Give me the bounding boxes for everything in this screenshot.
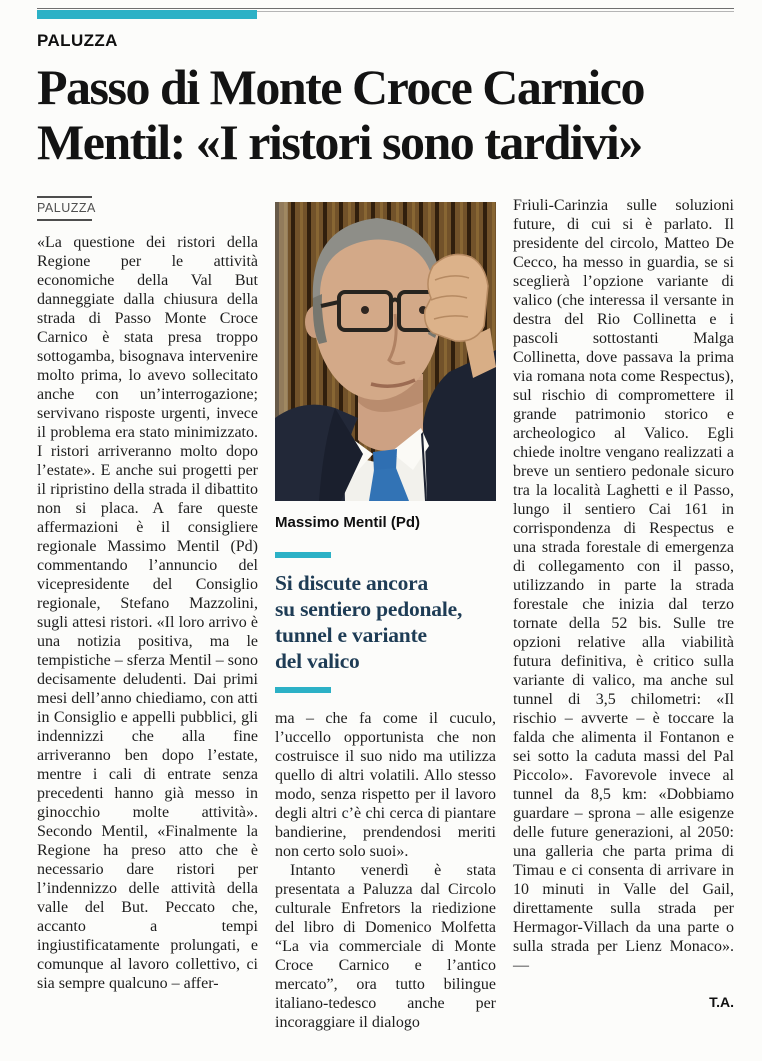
label-rule-bottom bbox=[37, 219, 92, 221]
subhead-block bbox=[275, 552, 496, 693]
column3-paragraph: Friuli-Carinzia sulle soluzioni future, di cui si è parlato. Il presidente del circolo, Matteo De Cecco, ha messo in guardia, se si sceglierà l’opzione variante di valico (che interessa il versante in destra del Rio Collinetta e i pascoli sottostanti Malga Collinetta, dove passava la prima via romana nota come Respectus), sul rischio di compromettere il grande patrimonio storico e archeologico al Valico. Egli chiede inoltre vengano realizzati a breve un sentiero pedonale sicuro tra la località Laghetti e il Passo, lungo il sentiero Cai 161 in corrispondenza di Respectus e una strada forestale di emergenza di collegamento con il passo, utilizzando in parte la strada forestale che inizia dal terzo tornate della 52 bis. Sulle tre opzioni relative alla viabilità futura definitiva, è critico sulla variante di valico, ma anche sul tunnel di 3,5 chilometri: «Il rischio – avverte – è toccare la falda che alimenta il Fontanon e sei sotto la caduta massi del Pal Piccolo». Favorevole invece al tunnel da 8,5 km: «Dobbiamo guardare – sprona – alle esigenze delle future generazioni, al 2050: una galleria che parta prima di Timau e ci consenta di arrivare in 10 minuti in Valle del Gail, direttamente sulla strada per Hermagor-Villach da una parte o sulla strada per Lienz Monaco». — bbox=[513, 197, 734, 974]
article-header bbox=[37, 0, 734, 170]
subhead-bar-bottom bbox=[275, 687, 331, 693]
subhead bbox=[275, 570, 496, 674]
subhead-line-1: Si discute ancora bbox=[275, 571, 429, 595]
column1-paragraph: «La questione dei ristori della Regione per le attività economiche della Val But danneggiate dalla chiusura della strada di Passo Monte Croce Carnico è stata presa troppo sottogamba, bisognava intervenire molto prima, lo avevo sollecitato anche con un’interrogazione; servivano risposte urgenti, invece il problema era stato minimizzato. I ristori arriveranno molto dopo l’estate». E anche sui progetti per il ripristino della strada il dibattito non si placa. A fare queste affermazioni è il consigliere regionale Massimo Mentil (Pd) commentando l’annuncio del vicepresidente del Consiglio regionale, Stefano Mazzolini, sugli attesi ristori. «Il loro arrivo è una notizia positiva, ma le tempistiche – sferza Mentil – sono decisamente deludenti. Dai primi mesi dell’anno chiediamo, con atti in Consiglio e appelli pubblici, gli indennizzi che alla fine arriveranno ben dopo l’estate, mentre i cali di entrate senza precedenti hanno già messo in ginocchio molte attività». Secondo Mentil, «Finalmente la Regione ha preso atto che è necessario dare ristori per l’indennizzo delle attività della valle del But. Peccato che, accanto a tempi ingiustificatamente prolungati, e comunque al lavoro collettivo, ci sia sempre qualcuno – affer- bbox=[37, 234, 258, 992]
column-3 bbox=[513, 196, 734, 1010]
photo-figure bbox=[275, 202, 496, 531]
column-2 bbox=[275, 196, 496, 1032]
column-1 bbox=[37, 196, 258, 993]
article-columns bbox=[37, 196, 734, 1032]
header-rules bbox=[37, 0, 734, 22]
headline-line-2: Mentil: «I ristori sono tardivi» bbox=[37, 114, 642, 170]
photo-massimo-mentil bbox=[275, 202, 496, 501]
portrait-hand bbox=[425, 254, 488, 341]
column-label bbox=[37, 196, 95, 221]
article-page bbox=[37, 0, 734, 1032]
accent-bar bbox=[37, 10, 257, 19]
photo-caption: Massimo Mentil (Pd) bbox=[275, 514, 421, 531]
author-signature: T.A. bbox=[709, 994, 734, 1010]
subhead-line-4: del valico bbox=[275, 649, 360, 673]
subhead-line-2: su sentiero pedonale, bbox=[275, 597, 463, 621]
column2-paragraph-1: ma – che fa come il cuculo, l’uccello opportunista che non costruisce il suo nido ma utilizza quello di altri volatili. Allo stesso modo, senza rispetto per il lavoro degli altri c’è chi cerca di piantare bandierine, prendendosi meriti non certo solo suoi». bbox=[275, 710, 496, 860]
column2-paragraph-2: Intanto venerdì è stata presentata a Paluzza dal Circolo culturale Enfretors la riedizione del libro di Domenico Molfetta “La via commerciale di Monte Croce Carnico e l’antico mercato”, ora tutto bilingue italiano-tedesco anche per incoraggiare il dialogo bbox=[275, 862, 496, 1031]
subhead-line-3: tunnel e variante bbox=[275, 623, 427, 647]
subhead-bar-top bbox=[275, 552, 331, 558]
label-text: PALUZZA bbox=[37, 201, 96, 215]
headline bbox=[37, 60, 734, 170]
headline-line-1: Passo di Monte Croce Carnico bbox=[37, 59, 644, 115]
kicker: PALUZZA bbox=[37, 31, 118, 50]
